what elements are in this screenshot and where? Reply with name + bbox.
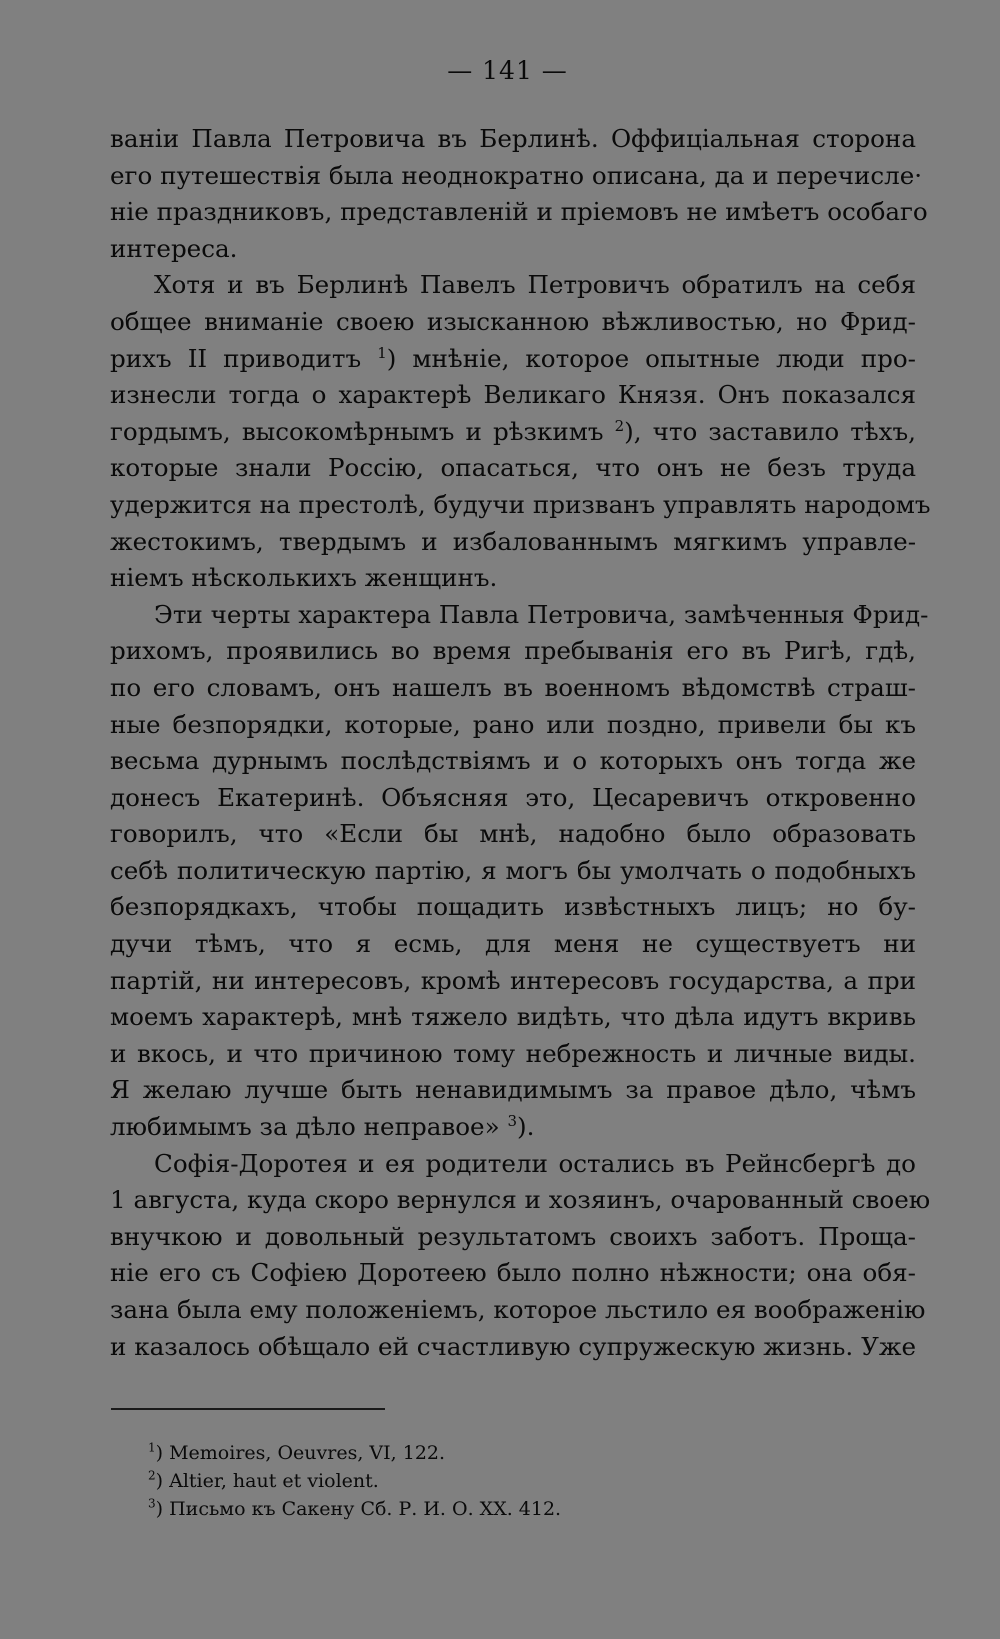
text-fragment: гордымъ, высокомѣрнымъ и рѣзкимъ <box>110 416 604 446</box>
text-line: удержится на престолѣ, будучи призванъ управлять народомъ <box>110 489 931 519</box>
text-line: партій, ни интересовъ, кромѣ интересовъ государства, а при <box>110 965 916 995</box>
text-line: ные безпорядки, которые, рано или поздно, привели бы къ <box>110 709 916 739</box>
text-line: Хотя и въ Берлинѣ Павелъ Петровичъ обратилъ на себя <box>154 270 916 300</box>
text-line: моемъ характерѣ, мнѣ тяжело видѣть, что дѣла идутъ вкривь <box>110 1002 916 1032</box>
footnote <box>148 1467 848 1495</box>
text-line: весьма дурнымъ послѣдствіямъ и о которыхъ онъ тогда же <box>110 746 916 776</box>
text-fragment: ) <box>386 343 397 373</box>
text-line: безпорядкахъ, чтобы пощадить извѣстныхъ лицъ; но бу- <box>110 892 916 922</box>
text-fragment: любимымъ за дѣло неправое» <box>110 1112 500 1142</box>
text-line: рихомъ, проявились во время пребыванія его въ Ригѣ, гдѣ, <box>110 636 916 666</box>
footnote-text: ) Memoires, Oeuvres, VI, 122. <box>155 1442 446 1464</box>
text-line: Я желаю лучше быть ненавидимымъ за правое дѣло, чѣмъ <box>110 1075 916 1105</box>
text-line: 1 августа, куда скоро вернулся и хозяинъ, очарованный своею <box>110 1185 931 1215</box>
footnote-mark: 3 <box>148 1496 156 1511</box>
footnotes <box>148 1439 848 1523</box>
text-line: донесъ Екатеринѣ. Объясняя это, Цесаревичъ откровенно <box>110 782 916 812</box>
text-line: зана была ему положеніемъ, которое льстило ея воображенію <box>110 1295 926 1324</box>
text-line: внучкою и довольный результатомъ своихъ заботъ. Проща- <box>110 1221 916 1251</box>
footnote-mark: 2 <box>148 1468 156 1483</box>
body-text <box>110 121 931 1365</box>
text-fragment: ) <box>624 416 634 446</box>
text-line: Эти черты характера Павла Петровича, замѣченныя Фрид- <box>154 599 929 629</box>
text-line: Софія-Доротея и ея родители остались въ Рейнсбергѣ до <box>154 1148 916 1178</box>
footnote-divider <box>111 1408 385 1410</box>
footnote-ref: 3 <box>507 1111 518 1130</box>
text-line: и казалось обѣщало ей счастливую супружескую жизнь. Уже <box>110 1331 917 1361</box>
text-line: и вкось, и что причиною тому небрежность и личные виды. <box>110 1038 916 1068</box>
text-line: изнесли тогда о характерѣ Великаго Князя. Онъ показался <box>110 380 916 410</box>
text-line: себѣ политическую партію, я могъ бы умолчать о подобныхъ <box>110 855 916 885</box>
text-line: его путешествія была неоднократно описана, да и перечисле· <box>110 160 923 190</box>
text-fragment: мнѣніе, которое опытные люди про- <box>412 343 916 373</box>
text-line: которые знали Россію, опасаться, что онъ не безъ труда <box>110 453 916 483</box>
text-line: общее вниманіе своею изысканною вѣжливостью, но Фрид- <box>110 306 916 336</box>
footnote <box>148 1495 848 1523</box>
text-fragment: ). <box>517 1112 535 1142</box>
text-line <box>110 1109 916 1146</box>
text-line <box>110 414 916 451</box>
text-line: интереса. <box>110 233 238 263</box>
text-fragment: рихъ II приводитъ <box>110 343 362 373</box>
page-number: — 141 — <box>447 56 568 85</box>
footnote <box>148 1439 848 1467</box>
footnote-mark: 1 <box>148 1440 156 1455</box>
text-line: по его словамъ, онъ нашелъ въ военномъ вѣдомствѣ страш- <box>110 672 916 702</box>
text-line: дучи тѣмъ, что я есмь, для меня не существуетъ ни <box>110 929 916 959</box>
text-line <box>110 341 916 378</box>
footnote-text: ) Altier, haut et violent. <box>155 1470 379 1492</box>
text-line: ніе его съ Софіею Доротеею было полно нѣжности; она обя- <box>110 1258 916 1288</box>
text-line: ваніи Павла Петровича въ Берлинѣ. Оффиціальная сторона <box>110 124 916 153</box>
text-line: ніемъ нѣсколькихъ женщинъ. <box>110 563 498 593</box>
text-line: говорилъ, что «Если бы мнѣ, надобно было образовать <box>110 819 916 849</box>
text-line: жестокимъ, твердымъ и избалованнымъ мягкимъ управле- <box>110 526 916 556</box>
text-fragment: , что заставило тѣхъ, <box>633 416 916 446</box>
footnote-ref: 2 <box>614 416 625 435</box>
text-line: ніе праздниковъ, представленій и пріемовъ не имѣетъ особаго <box>110 197 928 227</box>
footnote-text: ) Письмо къ Сакену Сб. Р. И. О. XX. 412. <box>155 1498 562 1520</box>
footnote-ref: 1 <box>377 343 387 362</box>
